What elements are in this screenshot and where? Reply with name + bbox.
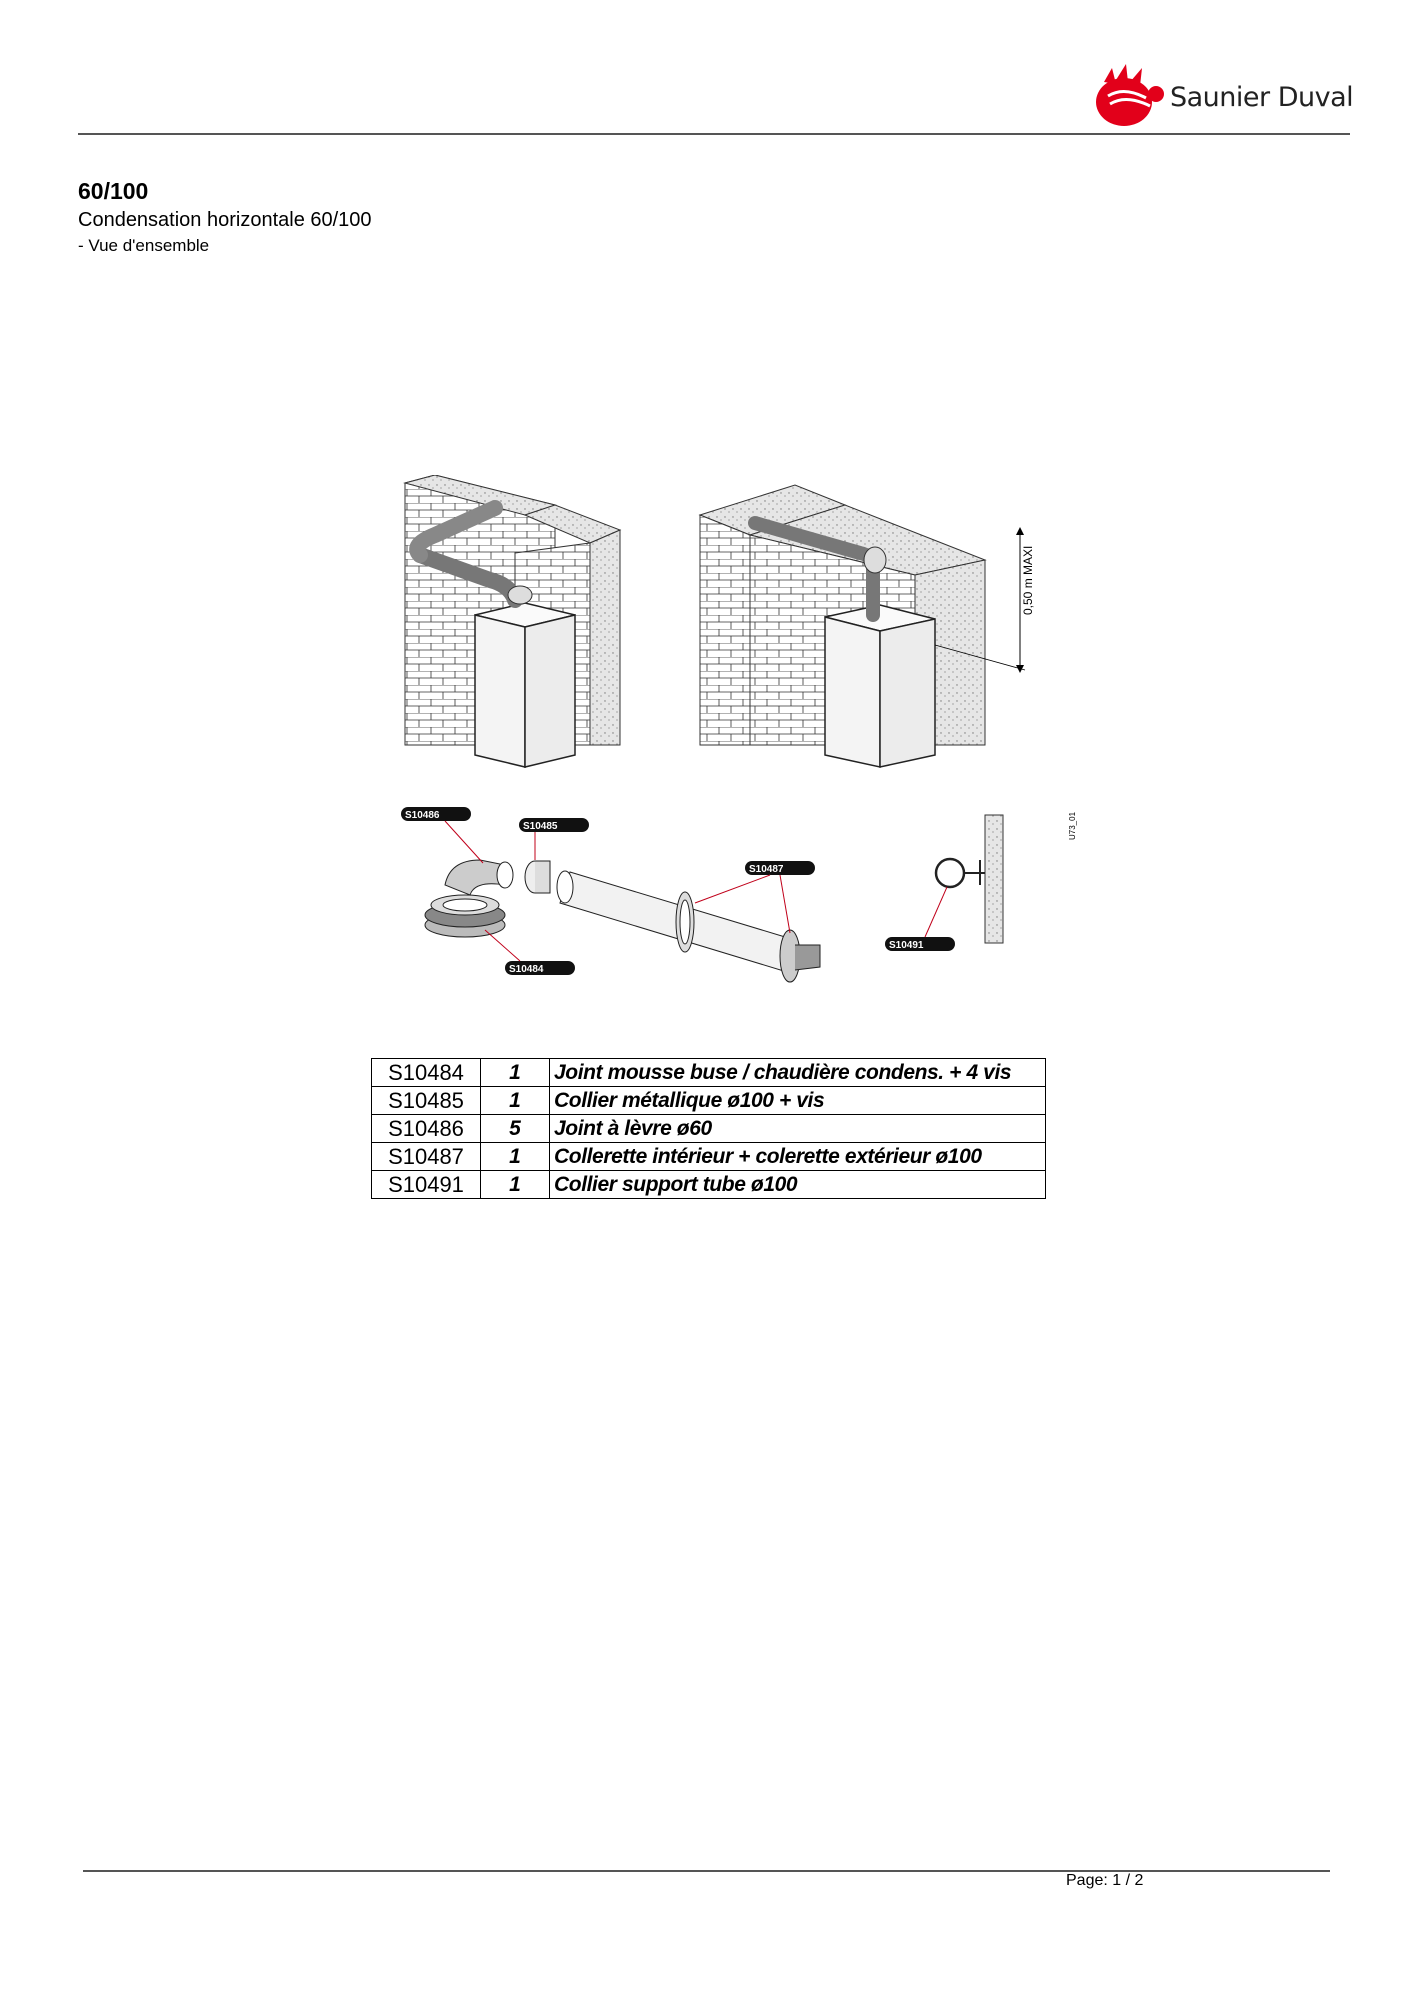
salamander-logo-icon: [1090, 60, 1168, 132]
part-ref: S10484: [372, 1059, 481, 1087]
part-qty: 1: [481, 1087, 550, 1115]
callout-s10485: S10485: [523, 821, 558, 832]
right-wall-scene: [700, 485, 1035, 767]
callout-s10486: S10486: [405, 810, 440, 821]
callout-s10487: S10487: [749, 864, 784, 875]
table-row: [372, 1171, 1046, 1199]
part-description: Joint mousse buse / chaudière condens. + 4 vis: [550, 1059, 1046, 1087]
part-description: Collier support tube ø100: [550, 1171, 1046, 1199]
part-ref: S10485: [372, 1087, 481, 1115]
page-subsubtitle: - Vue d'ensemble: [78, 236, 210, 255]
table-row: [372, 1115, 1046, 1143]
header-divider: [78, 133, 1350, 135]
installation-illustration: [395, 475, 1095, 995]
table-row: [372, 1087, 1046, 1115]
part-description: Joint à lèvre ø60: [550, 1115, 1046, 1143]
page-number: Page: 1 / 2: [1066, 1872, 1144, 1889]
page-title: 60/100: [78, 178, 149, 204]
dimension-label: 0,50 m MAXI: [1021, 545, 1035, 615]
brand-logo: [1090, 60, 1355, 132]
page-subtitle: Condensation horizontale 60/100: [78, 209, 372, 231]
part-description: Collerette intérieur + colerette extérieur ø100: [550, 1143, 1046, 1171]
parts-table: [371, 1058, 1046, 1199]
table-row: [372, 1143, 1046, 1171]
exploded-parts: [425, 815, 1003, 982]
part-ref: S10486: [372, 1115, 481, 1143]
part-qty: 5: [481, 1115, 550, 1143]
left-wall-scene: [405, 475, 620, 767]
part-qty: 1: [481, 1143, 550, 1171]
part-qty: 1: [481, 1059, 550, 1087]
table-row: [372, 1059, 1046, 1087]
part-ref: S10487: [372, 1143, 481, 1171]
part-description: Collier métallique ø100 + vis: [550, 1087, 1046, 1115]
brand-name: Saunier Duval: [1170, 82, 1354, 113]
callout-s10484: S10484: [509, 964, 544, 975]
part-ref: S10491: [372, 1171, 481, 1199]
part-qty: 1: [481, 1171, 550, 1199]
callout-s10491: S10491: [889, 940, 924, 951]
callouts: [401, 807, 955, 975]
figure-code: U73_01: [1068, 811, 1077, 840]
